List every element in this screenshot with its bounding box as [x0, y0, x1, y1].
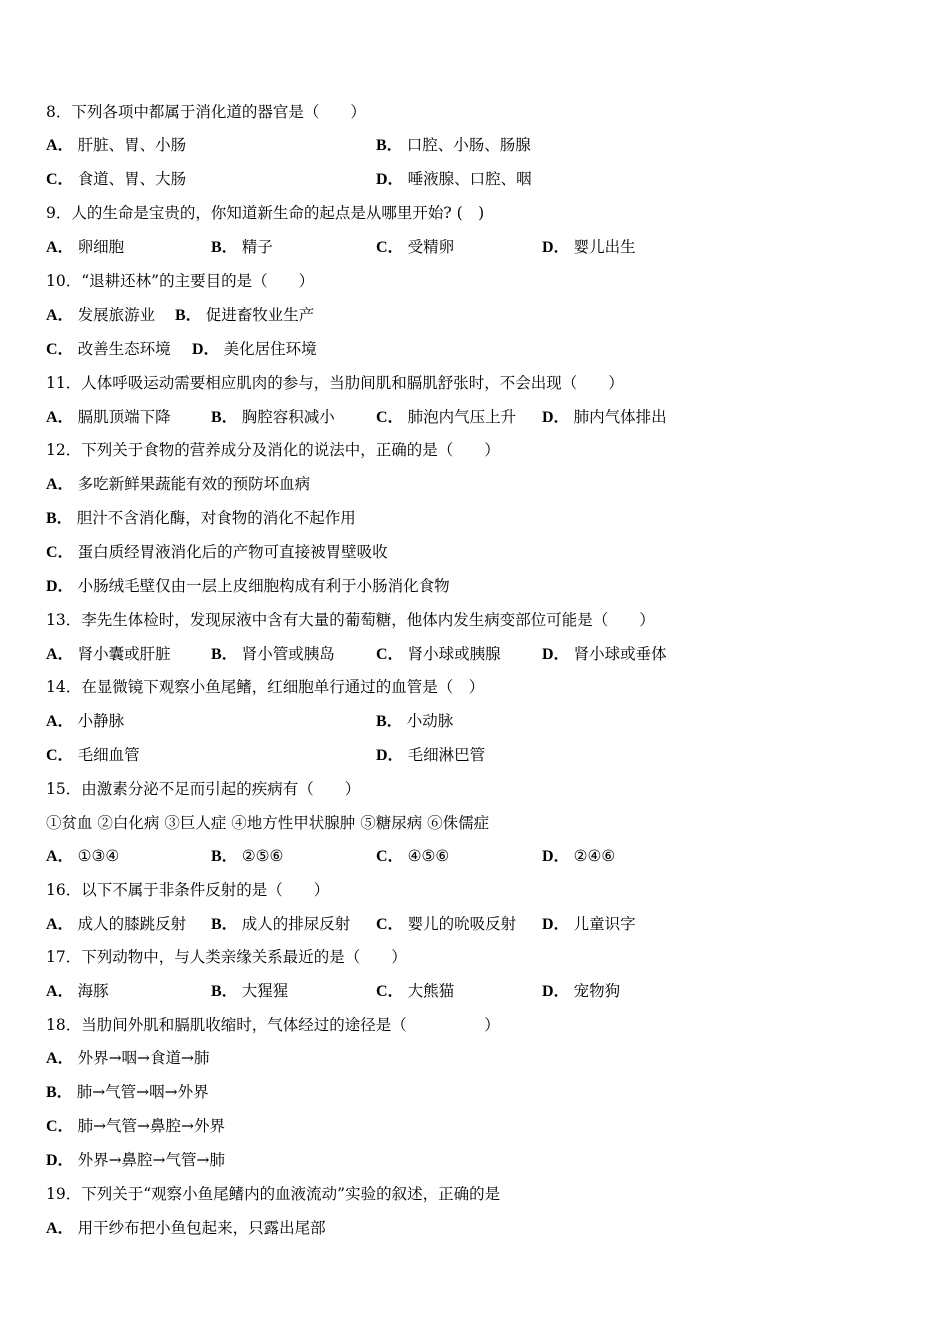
option-label: D． — [376, 747, 404, 764]
option-label: A． — [46, 476, 74, 493]
option-b: B． 口腔、小肠、肠腺 — [376, 136, 531, 154]
option-c: C． 肺泡内气压上升 — [376, 408, 517, 426]
question-14-stem: 14．在显微镜下观察小鱼尾鳍，红细胞单行通过的血管是（ ） — [46, 678, 485, 696]
option-label: B． — [211, 848, 238, 865]
option-label: C． — [46, 1118, 74, 1135]
option-c: C． 食道、胃、大肠 — [46, 170, 187, 188]
option-a: A． 卵细胞 — [46, 238, 125, 256]
option-d: D． 毛细淋巴管 — [376, 746, 486, 764]
question-11-stem: 11．人体呼吸运动需要相应肌肉的参与，当肋间肌和膈肌舒张时，不会出现（ ） — [46, 374, 624, 392]
option-label: C． — [376, 916, 404, 933]
question-10-stem: 10．“退耕还林”的主要目的是（ ） — [46, 272, 315, 290]
option-label: C． — [376, 983, 404, 1000]
option-d: D． 儿童识字 — [542, 915, 636, 933]
option-d: D． 宠物狗 — [542, 982, 621, 1000]
question-19-stem: 19．下列关于“观察小鱼尾鳍内的血液流动”实验的叙述，正确的是 — [46, 1185, 501, 1203]
option-label: D． — [376, 171, 404, 188]
question-12-option-c: C． 蛋白质经胃液消化后的产物可直接被胃壁吸收 — [46, 543, 388, 561]
option-label: A． — [46, 409, 74, 426]
option-label: B． — [211, 983, 238, 1000]
option-label: A． — [46, 307, 74, 324]
option-b: B． 肾小管或胰岛 — [211, 645, 335, 663]
option-c: C． 受精卵 — [376, 238, 455, 256]
option-label: A． — [46, 646, 74, 663]
option-label: D． — [46, 578, 74, 595]
option-label: C． — [46, 747, 74, 764]
option-label: C． — [376, 409, 404, 426]
option-label: B． — [46, 510, 73, 527]
option-label: A． — [46, 983, 74, 1000]
option-label: B． — [211, 916, 238, 933]
question-18-option-c: C． 肺→气管→鼻腔→外界 — [46, 1117, 226, 1135]
option-label: C． — [376, 848, 404, 865]
option-d: D． 肾小球或垂体 — [542, 645, 667, 663]
question-18-option-d: D． 外界→鼻腔→气管→肺 — [46, 1151, 226, 1169]
question-18-stem: 18．当肋间外肌和膈肌收缩时，气体经过的途径是（ ） — [46, 1016, 500, 1034]
question-16-stem: 16．以下不属于非条件反射的是（ ） — [46, 881, 330, 899]
option-label: C． — [46, 341, 74, 358]
option-a: A． ①③④ — [46, 847, 120, 865]
option-label: A． — [46, 1050, 74, 1067]
option-label: B． — [46, 1084, 73, 1101]
option-a: A． 成人的膝跳反射 — [46, 915, 187, 933]
option-label: D． — [46, 1152, 74, 1169]
option-label: B． — [175, 307, 202, 324]
option-label: D． — [542, 983, 570, 1000]
question-17-stem: 17．下列动物中，与人类亲缘关系最近的是（ ） — [46, 948, 407, 966]
question-18-option-a: A． 外界→咽→食道→肺 — [46, 1049, 210, 1067]
option-d: D． 美化居住环境 — [192, 340, 317, 358]
option-a: A． 肝脏、胃、小肠 — [46, 136, 187, 154]
question-9-stem: 9．人的生命是宝贵的，你知道新生命的起点是从哪里开始? ( ) — [46, 204, 485, 222]
option-label: A． — [46, 713, 74, 730]
option-label: C． — [376, 239, 404, 256]
option-label: A． — [46, 1220, 74, 1237]
option-b: B． 小动脉 — [376, 712, 454, 730]
question-8-stem: 8．下列各项中都属于消化道的器官是（ ） — [46, 103, 366, 121]
option-label: D． — [542, 239, 570, 256]
option-b: B． ②⑤⑥ — [211, 847, 284, 865]
question-12-option-a: A． 多吃新鲜果蔬能有效的预防坏血病 — [46, 475, 311, 493]
option-label: A． — [46, 916, 74, 933]
option-d: D． 婴儿出生 — [542, 238, 636, 256]
option-b: B． 成人的排尿反射 — [211, 915, 351, 933]
option-c: C． 毛细血管 — [46, 746, 140, 764]
question-15-stem: 15．由激素分泌不足而引起的疾病有（ ） — [46, 780, 361, 798]
option-c: C． 肾小球或胰腺 — [376, 645, 501, 663]
option-label: A． — [46, 239, 74, 256]
question-13-stem: 13．李先生体检时，发现尿液中含有大量的葡萄糖，他体内发生病变部位可能是（ ） — [46, 611, 655, 629]
option-label: D． — [192, 341, 220, 358]
question-12-stem: 12．下列关于食物的营养成分及消化的说法中，正确的是（ ） — [46, 441, 500, 459]
option-a: A． 肾小囊或肝脏 — [46, 645, 171, 663]
option-b: B． 大猩猩 — [211, 982, 289, 1000]
option-b: B． 胸腔容积减小 — [211, 408, 335, 426]
option-label: B． — [211, 646, 238, 663]
option-d: D． 肺内气体排出 — [542, 408, 667, 426]
option-b: B． 精子 — [211, 238, 273, 256]
question-15-list: ①贫血 ②白化病 ③巨人症 ④地方性甲状腺肿 ⑤糖尿病 ⑥侏儒症 — [46, 814, 490, 832]
option-d: D． ②④⑥ — [542, 847, 616, 865]
option-a: A． 膈肌顶端下降 — [46, 408, 171, 426]
option-c: C． ④⑤⑥ — [376, 847, 450, 865]
option-label: B． — [211, 239, 238, 256]
option-c: C． 改善生态环境 — [46, 340, 171, 358]
option-label: C． — [46, 544, 74, 561]
option-label: D． — [542, 409, 570, 426]
option-a: A． 小静脉 — [46, 712, 125, 730]
option-label: D． — [542, 916, 570, 933]
option-label: B． — [376, 713, 403, 730]
option-label: C． — [46, 171, 74, 188]
option-a: A． 发展旅游业 — [46, 306, 156, 324]
option-c: C． 婴儿的吮吸反射 — [376, 915, 517, 933]
option-label: C． — [376, 646, 404, 663]
question-12-option-d: D． 小肠绒毛壁仅由一层上皮细胞构成有利于小肠消化食物 — [46, 577, 450, 595]
option-label: D． — [542, 646, 570, 663]
question-18-option-b: B． 肺→气管→咽→外界 — [46, 1083, 209, 1101]
option-d: D． 唾液腺、口腔、咽 — [376, 170, 532, 188]
option-c: C． 大熊猫 — [376, 982, 455, 1000]
question-19-option-a: A． 用干纱布把小鱼包起来，只露出尾部 — [46, 1219, 326, 1237]
option-b: B． 促进畜牧业生产 — [175, 306, 315, 324]
option-label: B． — [211, 409, 238, 426]
option-label: A． — [46, 137, 74, 154]
question-12-option-b: B． 胆汁不含消化酶，对食物的消化不起作用 — [46, 509, 356, 527]
option-a: A． 海豚 — [46, 982, 109, 1000]
option-label: D． — [542, 848, 570, 865]
option-label: B． — [376, 137, 403, 154]
option-label: A． — [46, 848, 74, 865]
